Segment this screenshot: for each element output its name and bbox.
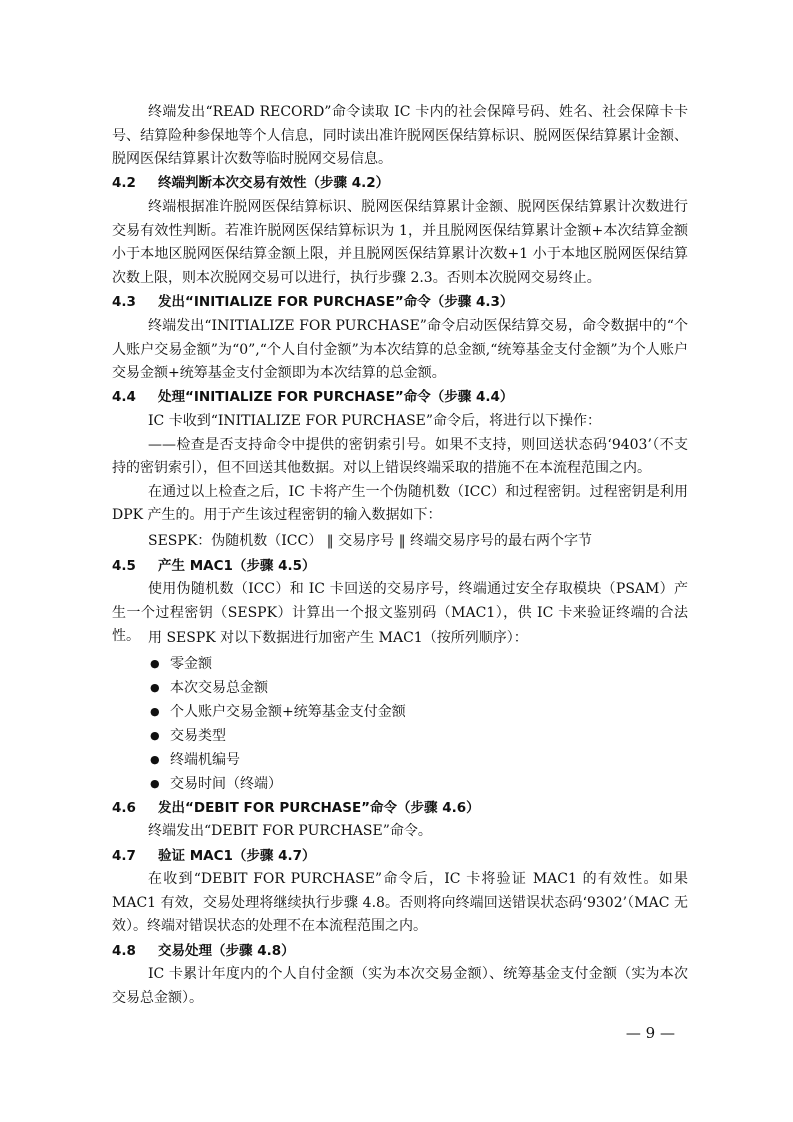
list-item: ● 终端机编号 xyxy=(150,752,240,768)
sespk-formula: SESPK：伪随机数（ICC） ‖ 交易序号 ‖ 终端交易序号的最右两个字节 xyxy=(148,533,593,549)
heading-number: 4.2 xyxy=(112,175,136,191)
heading-title: 验证 MAC1（步骤 4.7） xyxy=(158,848,316,864)
list-item: ● 交易类型 xyxy=(150,728,226,744)
intro-section xyxy=(112,101,688,172)
paragraph: IC 卡累计年度内的个人自付金额（实为本次交易金额）、统筹基金支付金额（实为本次交易总金额）。 xyxy=(112,966,688,1006)
bullet-icon: ● xyxy=(150,729,160,742)
heading-4-3 xyxy=(112,292,688,312)
heading-title: 发出“DEBIT FOR PURCHASE”命令（步骤 4.6） xyxy=(158,800,480,816)
section-4-4 xyxy=(112,410,688,528)
paragraph: 终端根据准许脱网医保结算标识、脱网医保结算累计金额、脱网医保结算累计次数进行交易有效性判断。若准许脱网医保结算标识为 1，并且脱网医保结算累计金额+本次结算金额小于本地区脱网医保结算金额上限，并且脱网医保结算累计次数+1 小于本地区脱网医保结算次数上限，则本次脱网交易可以进行，执行步骤 2.3。否则本次脱网交易终止。 xyxy=(112,199,688,286)
paragraph: 终端发出“INITIALIZE FOR PURCHASE”命令启动医保结算交易，命令数据中的“个人账户交易金额”为“0”,“个人自付金额”为本次结算的总金额,“统筹基金支付金额”为个人账户交易金额+统筹基金支付金额即为本次结算的总金额。 xyxy=(112,318,688,381)
heading-4-4 xyxy=(112,387,688,407)
heading-title: 交易处理（步骤 4.8） xyxy=(158,943,295,959)
heading-4-7 xyxy=(112,846,688,866)
heading-number: 4.4 xyxy=(112,389,136,405)
heading-number: 4.3 xyxy=(112,294,136,310)
section-4-3 xyxy=(112,315,688,386)
section-4-8 xyxy=(112,963,688,1010)
heading-title: 处理“INITIALIZE FOR PURCHASE”命令（步骤 4.4） xyxy=(158,389,514,405)
heading-number: 4.8 xyxy=(112,943,136,959)
heading-title: 产生 MAC1（步骤 4.5） xyxy=(158,558,316,574)
heading-title: 发出“INITIALIZE FOR PURCHASE”命令（步骤 4.3） xyxy=(158,294,514,310)
list-item: ● 交易时间（终端） xyxy=(150,776,282,792)
bullet-icon: ● xyxy=(150,657,160,670)
heading-4-5 xyxy=(112,556,688,576)
heading-number: 4.7 xyxy=(112,848,136,864)
heading-number: 4.5 xyxy=(112,558,136,574)
paragraph: 终端发出“DEBIT FOR PURCHASE”命令。 xyxy=(148,823,432,839)
bullet-icon: ● xyxy=(150,753,160,766)
heading-4-6 xyxy=(112,798,688,818)
heading-number: 4.6 xyxy=(112,800,136,816)
section-4-7 xyxy=(112,868,688,939)
paragraph: IC 卡收到“INITIALIZE FOR PURCHASE”命令后，将进行以下操作： xyxy=(148,413,602,429)
bullet-icon: ● xyxy=(150,777,160,790)
paragraph: 在通过以上检查之后，IC 卡将产生一个伪随机数（ICC）和过程密钥。过程密钥是利用 DPK 产生的。用于产生该过程密钥的输入数据如下： xyxy=(112,483,688,523)
list-item: ● 个人账户交易金额+统筹基金支付金额 xyxy=(150,704,406,720)
list-item: ● 本次交易总金额 xyxy=(150,680,268,696)
paragraph: 用 SESPK 对以下数据进行加密产生 MAC1（按所列顺序）： xyxy=(148,630,528,646)
heading-4-8 xyxy=(112,941,688,961)
section-4-2 xyxy=(112,196,688,290)
paragraph: 在收到“DEBIT FOR PURCHASE”命令后，IC 卡将验证 MAC1 的有效性。如果 MAC1 有效，交易处理将继续执行步骤 4.8。否则将向终端回送错误状态码‘9302’（MAC 无效）。终端对错误状态的处理不在本流程范围之内。 xyxy=(112,871,688,934)
heading-4-2 xyxy=(112,173,688,193)
list-item: ● 零金额 xyxy=(150,656,212,672)
heading-title: 终端判断本次交易有效性（步骤 4.2） xyxy=(158,175,390,191)
bullet-icon: ● xyxy=(150,681,160,694)
bullet-icon: ● xyxy=(150,705,160,718)
page-number: — 9 — xyxy=(625,1024,675,1042)
intro-paragraph: 终端发出“READ RECORD”命令读取 IC 卡内的社会保障号码、姓名、社会保障卡卡号、结算险种参保地等个人信息，同时读出准许脱网医保结算标识、脱网医保结算累计金额、脱网医保结算累计次数等临时脱网交易信息。 xyxy=(112,104,688,167)
paragraph: ——检查是否支持命令中提供的密钥索引号。如果不支持，则回送状态码‘9403’（不支持的密钥索引），但不回送其他数据。对以上错误终端采取的措施不在本流程范围之内。 xyxy=(112,436,688,476)
paragraph: 使用伪随机数（ICC）和 IC 卡回送的交易序号，终端通过安全存取模块（PSAM）产生一个过程密钥（SESPK）计算出一个报文鉴别码（MAC1），供 IC 卡来验证终端的合法性。 xyxy=(112,581,688,644)
